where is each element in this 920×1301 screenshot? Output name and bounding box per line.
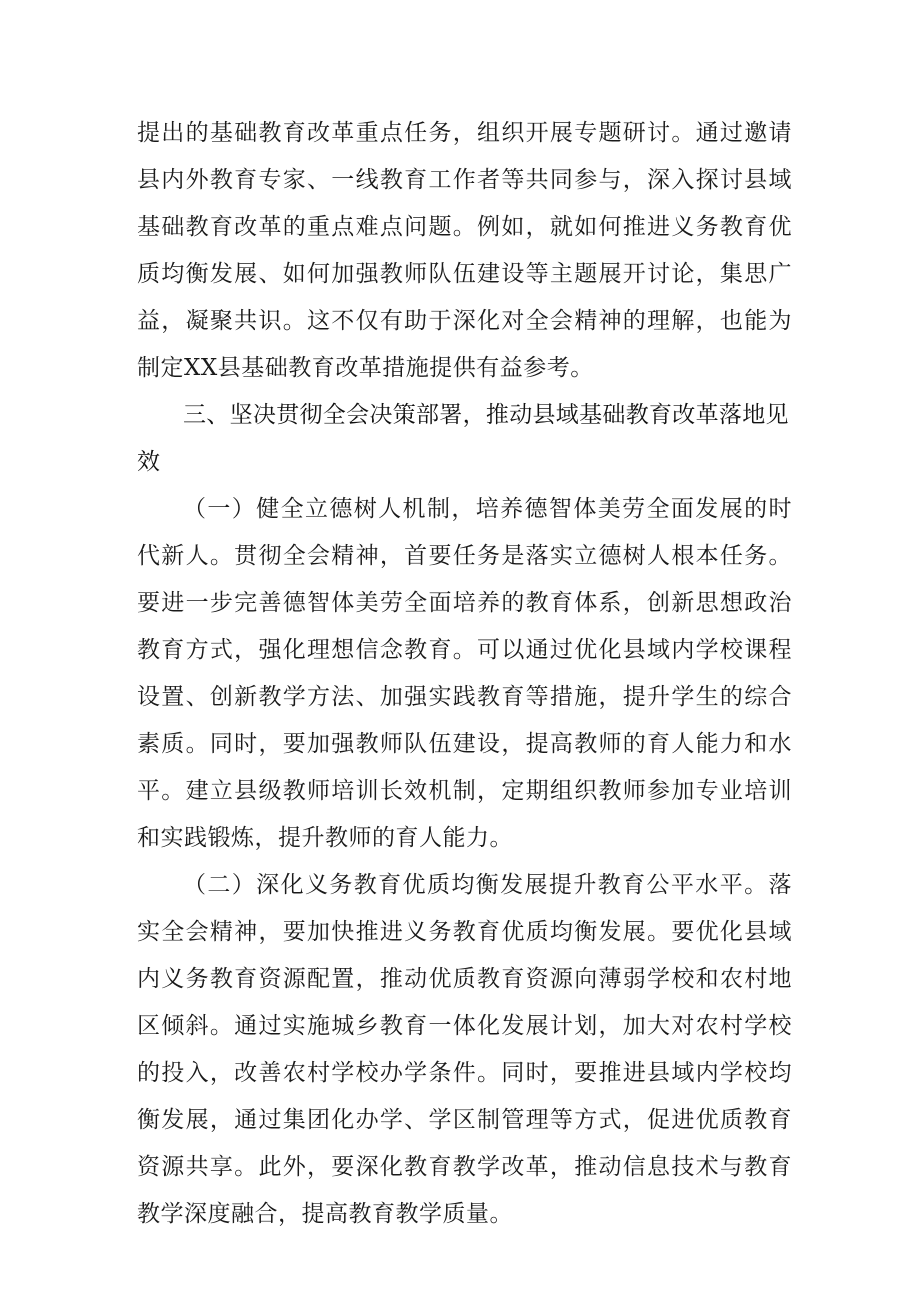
- body-paragraph-intro: 提出的基础教育改革重点任务，组织开展专题研讨。通过邀请县内外教育专家、一线教育工作者等共同参与，深入探讨县域基础教育改革的重点难点问题。例如，就如何推进义务教育优质均衡发展、如何加强教师队伍建设等主题展开讨论，集思广益，凝聚共识。这不仅有助于深化对全会精神的理解，也能为制定XX县基础教育改革措施提供有益参考。: [137, 120, 792, 381]
- document-body: [137, 110, 792, 1238]
- section-heading-three: 三、坚决贯彻全会决策部署，推动县域基础教育改革落地见效: [137, 402, 789, 475]
- body-paragraph-two: （二）深化义务教育优质均衡发展提升教育公平水平。落实全会精神，要加快推进义务教育优质均衡发展。要优化县域内义务教育资源配置，推动优质教育资源向薄弱学校和农村地区倾斜。通过实施城乡教育一体化发展计划，加大对农村学校的投入，改善农村学校办学条件。同时，要推进县域内学校均衡发展，通过集团化办学、学区制管理等方式，促进优质教育资源共享。此外，要深化教育教学改革，推动信息技术与教育教学深度融合，提高教育教学质量。: [137, 872, 792, 1227]
- body-paragraph-one: （一）健全立德树人机制，培养德智体美劳全面发展的时代新人。贯彻全会精神，首要任务是落实立德树人根本任务。要进一步完善德智体美劳全面培养的教育体系，创新思想政治教育方式，强化理想信念教育。可以通过优化县域内学校课程设置、创新教学方法、加强实践教育等措施，提升学生的综合素质。同时，要加强教师队伍建设，提高教师的育人能力和水平。建立县级教师培训长效机制，定期组织教师参加专业培训和实践锻炼，提升教师的育人能力。: [137, 496, 792, 851]
